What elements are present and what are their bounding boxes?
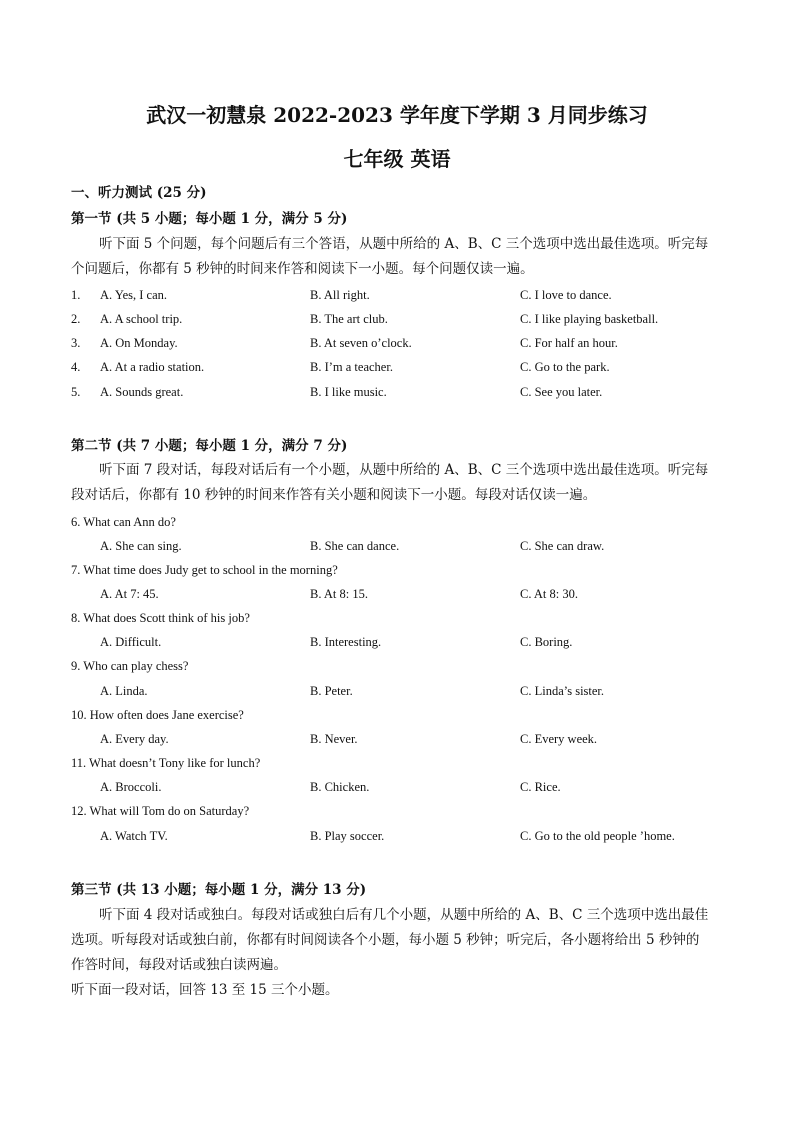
question-row xyxy=(71,288,731,308)
option-b: B. She can dance. xyxy=(310,539,400,553)
option-b: B. At 8: 15. xyxy=(310,587,368,601)
instruction-line: 段对话后，你都有 10 秒钟的时间来作答有关小题和阅读下一小题。每段对话仅读一遍。 xyxy=(71,487,597,503)
section1-heading: 第一节 (共 5 小题；每小题 1 分，满分 5 分) xyxy=(71,211,348,227)
option-a: A. At a radio station. xyxy=(100,360,205,374)
instruction-line: 听下面一段对话，回答 13 至 15 三个小题。 xyxy=(71,982,339,998)
question-row xyxy=(71,336,731,356)
option-b: B. Play soccer. xyxy=(310,829,385,843)
option-a: A. Difficult. xyxy=(100,635,162,649)
exam-title: 武汉一初慧泉 2022-2023 学年度下学期 3 月同步练习 xyxy=(146,103,648,127)
question-number: 2. xyxy=(71,312,81,326)
option-c: C. Rice. xyxy=(520,780,561,794)
question-row xyxy=(71,360,731,380)
option-a: A. At 7: 45. xyxy=(100,587,159,601)
option-b: B. Chicken. xyxy=(310,780,370,794)
section2-heading: 第二节 (共 7 小题；每小题 1 分，满分 7 分) xyxy=(71,438,348,454)
question-row xyxy=(71,385,731,405)
options-row xyxy=(71,684,731,704)
option-b: B. Interesting. xyxy=(310,635,382,649)
section1-instruction xyxy=(71,232,723,282)
option-c: C. Boring. xyxy=(520,635,573,649)
option-a: A. She can sing. xyxy=(100,539,182,553)
question-number: 5. xyxy=(71,385,81,399)
instruction-line: 听下面 4 段对话或独白。每段对话或独白后有几个小题，从题中所给的 A、B、C 三个选项中选出最佳 xyxy=(99,907,709,923)
part-heading: 一、听力测试 (25 分) xyxy=(71,185,207,201)
option-c: C. Every week. xyxy=(520,732,598,746)
option-b: B. Never. xyxy=(310,732,358,746)
options-row xyxy=(71,539,731,559)
option-a: A. Broccoli. xyxy=(100,780,162,794)
option-a: A. A school trip. xyxy=(100,312,183,326)
options-row xyxy=(71,780,731,800)
option-c: C. See you later. xyxy=(520,385,603,399)
option-b: B. The art club. xyxy=(310,312,388,326)
option-a: A. On Monday. xyxy=(100,336,178,350)
question-text: 8. What does Scott think of his job? xyxy=(71,611,250,625)
section3-heading: 第三节 (共 13 小题；每小题 1 分，满分 13 分) xyxy=(71,882,367,898)
option-b: B. I’m a teacher. xyxy=(310,360,393,374)
options-row xyxy=(71,829,731,849)
option-a: A. Watch TV. xyxy=(100,829,168,843)
question-number: 3. xyxy=(71,336,81,350)
option-c: C. Go to the old people ’home. xyxy=(520,829,675,843)
option-b: B. I like music. xyxy=(310,385,387,399)
question-text: 12. What will Tom do on Saturday? xyxy=(71,804,250,818)
instruction-line: 选项。听每段对话或独白前，你都有时间阅读各个小题，每小题 5 秒钟；听完后，各小题将给出 5 秒钟的 xyxy=(71,932,700,948)
instruction-line: 作答时间，每段对话或独白读两遍。 xyxy=(71,957,287,973)
instruction-line: 个问题后，你都有 5 秒钟的时间来作答和阅读下一小题。每个问题仅读一遍。 xyxy=(71,261,534,277)
options-row xyxy=(71,635,731,655)
option-c: C. For half an hour. xyxy=(520,336,618,350)
instruction-line: 听下面 5 个问题，每个问题后有三个答语，从题中所给的 A、B、C 三个选项中选出最佳选项。听完每 xyxy=(99,236,709,252)
option-b: B. All right. xyxy=(310,288,370,302)
options-row xyxy=(71,587,731,607)
section3-instruction xyxy=(71,903,723,1003)
instruction-line: 听下面 7 段对话，每段对话后有一个小题，从题中所给的 A、B、C 三个选项中选出最佳选项。听完每 xyxy=(99,462,709,478)
option-c: C. I love to dance. xyxy=(520,288,612,302)
option-a: A. Sounds great. xyxy=(100,385,184,399)
question-text: 7. What time does Judy get to school in the morning? xyxy=(71,563,338,577)
question-row xyxy=(71,312,731,332)
question-number: 1. xyxy=(71,288,81,302)
question-text: 9. Who can play chess? xyxy=(71,659,189,673)
option-a: A. Every day. xyxy=(100,732,169,746)
option-c: C. Go to the park. xyxy=(520,360,610,374)
option-b: B. Peter. xyxy=(310,684,353,698)
question-text: 6. What can Ann do? xyxy=(71,515,176,529)
option-a: A. Linda. xyxy=(100,684,148,698)
question-number: 4. xyxy=(71,360,81,374)
option-c: C. I like playing basketball. xyxy=(520,312,659,326)
question-text: 11. What doesn’t Tony like for lunch? xyxy=(71,756,261,770)
exam-subtitle: 七年级 英语 xyxy=(343,147,451,171)
option-c: C. She can draw. xyxy=(520,539,605,553)
question-text: 10. How often does Jane exercise? xyxy=(71,708,244,722)
options-row xyxy=(71,732,731,752)
option-a: A. Yes, I can. xyxy=(100,288,168,302)
option-c: C. Linda’s sister. xyxy=(520,684,605,698)
option-b: B. At seven o’clock. xyxy=(310,336,412,350)
section2-instruction xyxy=(71,458,723,508)
option-c: C. At 8: 30. xyxy=(520,587,578,601)
